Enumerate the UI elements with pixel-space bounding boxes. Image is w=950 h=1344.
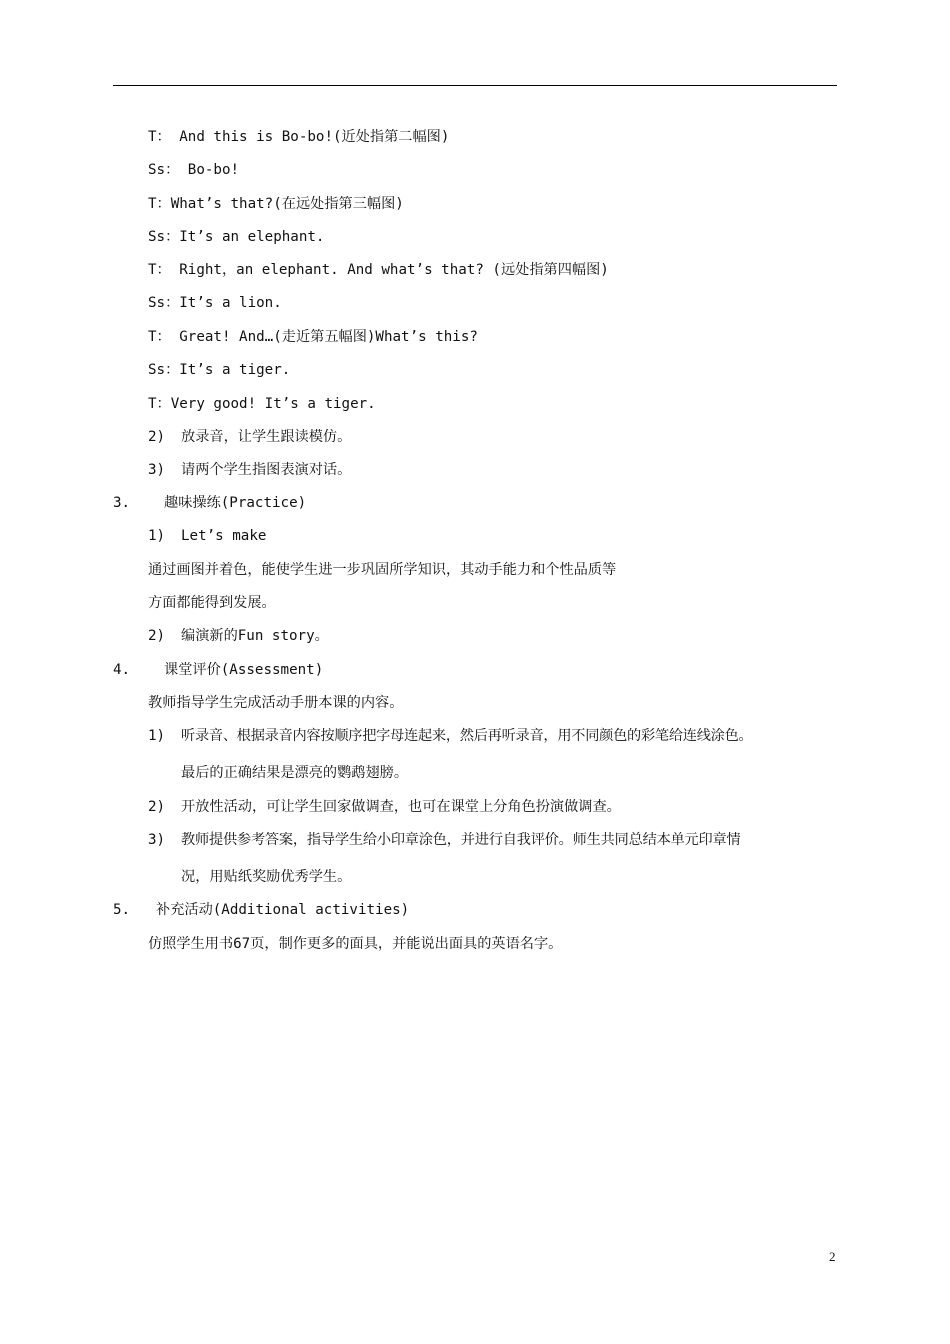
dialogue-line: T： Right，an elephant. And what’s that? (远处指第四幅图): [148, 262, 609, 278]
section-title: 补充活动(Additional activities): [156, 902, 410, 918]
page-number: 2: [829, 1249, 836, 1264]
list-item-number: 3): [148, 462, 166, 478]
dialogue-line: T：Very good! It’s a tiger.: [148, 396, 376, 412]
dialogue-line: Ss：It’s a lion.: [148, 295, 282, 311]
list-item-number: 2): [148, 799, 166, 815]
list-item-continued: 最后的正确结果是漂亮的鹦鹉翅膀。: [181, 765, 409, 781]
section-title: 趣味操练(Practice): [164, 495, 307, 511]
dialogue-line: Ss：It’s a tiger.: [148, 362, 291, 378]
list-item-number: 3): [148, 832, 166, 848]
paragraph-line: 方面都能得到发展。: [148, 595, 276, 611]
list-item-number: 1): [148, 728, 166, 744]
paragraph-line: 仿照学生用书67页，制作更多的面具，并能说出面具的英语名字。: [148, 936, 563, 952]
header-rule: [113, 85, 837, 86]
section-number: 3.: [113, 495, 131, 511]
paragraph-line: 通过画图并着色，能使学生进一步巩固所学知识，其动手能力和个性品质等: [148, 562, 617, 578]
section-number: 5.: [113, 902, 131, 918]
list-item: 请两个学生指图表演对话。: [181, 462, 352, 478]
dialogue-line: Ss： Bo-bo!: [148, 162, 240, 178]
list-item-number: 2): [148, 628, 166, 644]
dialogue-line: Ss：It’s an elephant.: [148, 229, 325, 245]
list-item: 编演新的Fun story。: [181, 628, 329, 644]
list-item: 开放性活动，可让学生回家做调查，也可在课堂上分角色扮演做调查。: [181, 799, 621, 815]
section-number: 4.: [113, 662, 131, 678]
list-item: 放录音，让学生跟读模仿。: [181, 429, 352, 445]
dialogue-line: T： And this is Bo-bo!(近处指第二幅图): [148, 129, 450, 145]
list-item-number: 1): [148, 528, 166, 544]
list-item-number: 2): [148, 429, 166, 445]
list-item: 教师提供参考答案，指导学生给小印章涂色，并进行自我评价。师生共同总结本单元印章情: [181, 832, 741, 848]
list-item-continued: 况，用贴纸奖励优秀学生。: [181, 869, 352, 885]
dialogue-line: T： Great! And…(走近第五幅图)What’s this?: [148, 329, 478, 345]
list-item: Let’s make: [181, 528, 267, 544]
list-item: 听录音、根据录音内容按顺序把字母连起来，然后再听录音，用不同颜色的彩笔给连线涂色。: [181, 728, 753, 744]
dialogue-line: T：What’s that?(在远处指第三幅图): [148, 196, 404, 212]
paragraph-line: 教师指导学生完成活动手册本课的内容。: [148, 695, 404, 711]
section-title: 课堂评价(Assessment): [164, 662, 324, 678]
